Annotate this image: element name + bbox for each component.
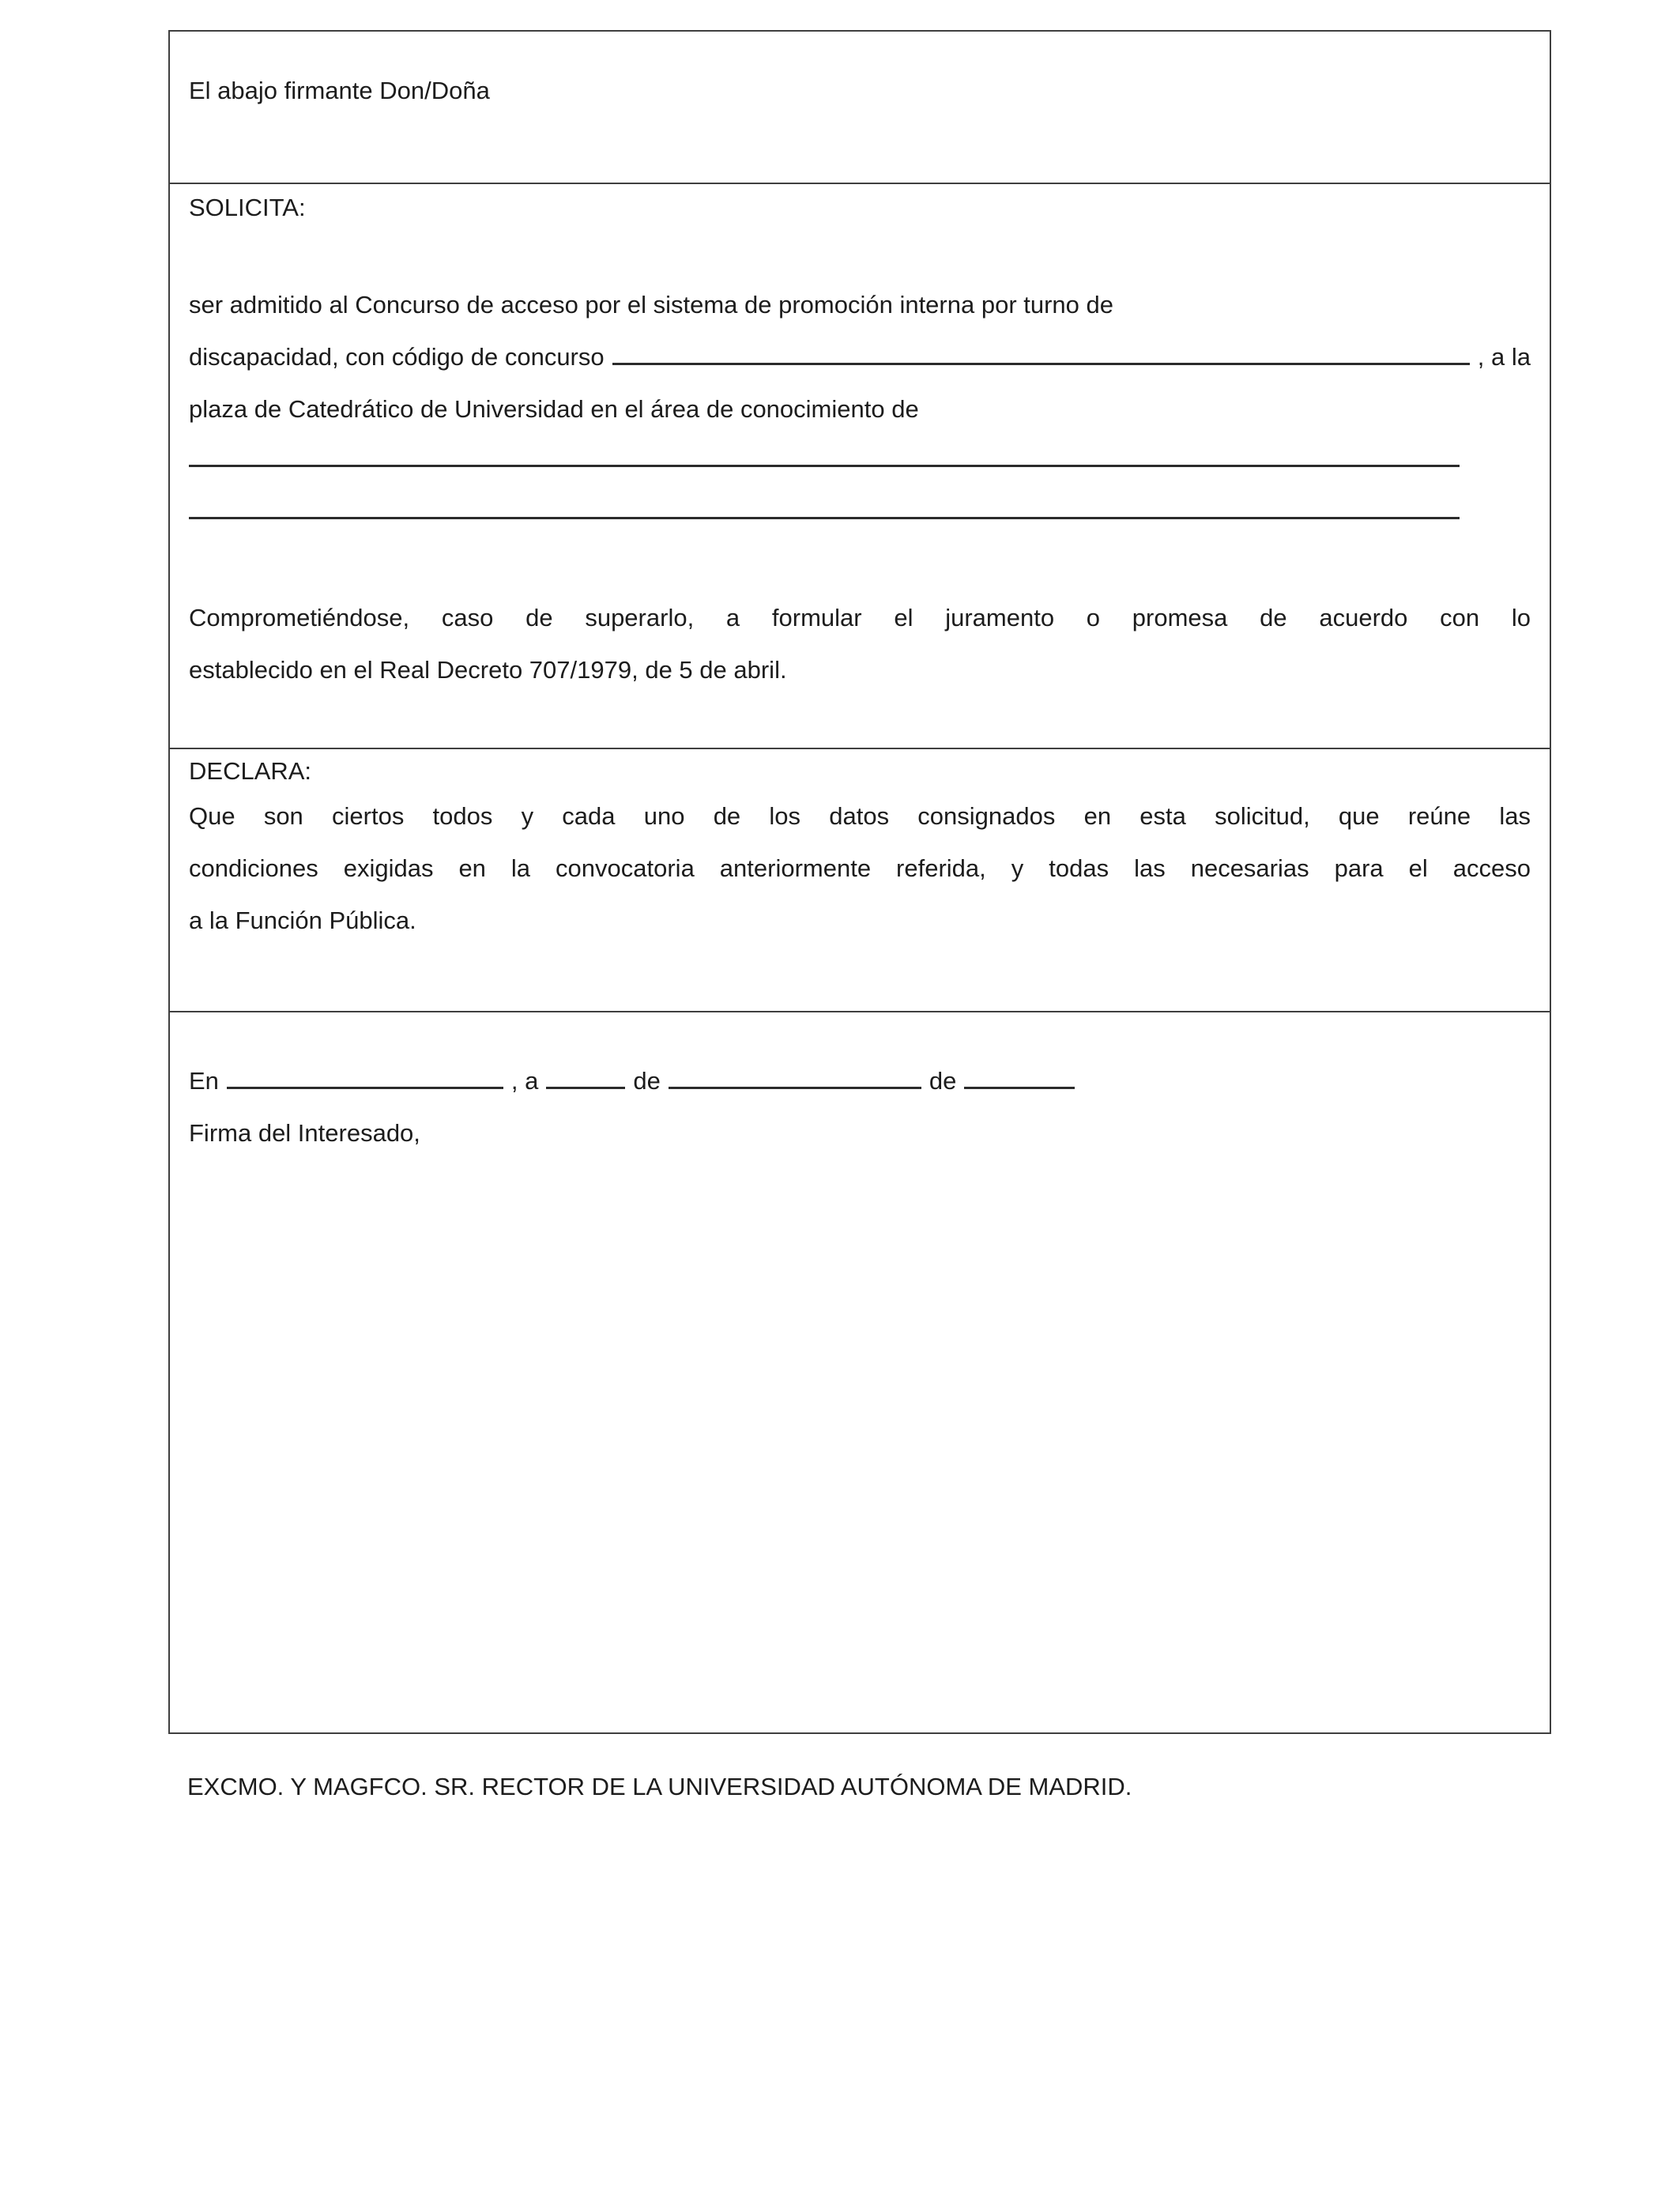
signature-section: [168, 1011, 1551, 1734]
place-blank-field: [227, 1056, 503, 1089]
en-label: En: [189, 1067, 219, 1095]
declaration-line-2: condiciones exigidas en la convocatoria anteriormente referida, y todas las necesarias para el acceso: [189, 854, 1531, 882]
comma-a-label: , a: [510, 1067, 539, 1095]
declara-heading: DECLARA:: [189, 757, 312, 785]
solicita-section: [168, 183, 1551, 749]
declaration-line-3: a la Función Pública.: [189, 907, 416, 934]
declaration-line-1: Que son ciertos todos y cada uno de los datos consignados en esta solicitud, que reúne las: [189, 802, 1531, 830]
day-blank-field: [546, 1056, 625, 1089]
application-form: [168, 30, 1551, 1734]
blank-underline: [189, 435, 1460, 467]
codigo-concurso-label: discapacidad, con código de concurso: [189, 343, 605, 371]
date-place-line: [189, 1055, 1531, 1107]
commitment-line-2: establecido en el Real Decreto 707/1979, de 5 de abril.: [189, 656, 787, 684]
commitment-paragraph: [189, 592, 1531, 696]
month-blank-field: [669, 1056, 921, 1089]
commitment-line-1: Comprometiéndose, caso de superarlo, a formular el juramento o promesa de acuerdo con lo: [189, 604, 1531, 631]
blank-underline: [189, 488, 1460, 519]
request-paragraph: [189, 279, 1531, 540]
area-conocimiento-blank-2: [189, 488, 1531, 540]
request-line-1: ser admitido al Concurso de acceso por el sistema de promoción interna por turno de: [189, 291, 1114, 319]
year-blank-field: [964, 1056, 1075, 1089]
a-la-plaza-label: , a la: [1477, 343, 1531, 371]
de-year-label: de: [929, 1067, 957, 1095]
signer-section: [168, 30, 1551, 184]
signer-statement: El abajo firmante Don/Doña: [189, 77, 490, 104]
codigo-concurso-blank-field: [612, 332, 1470, 365]
solicita-heading: SOLICITA:: [189, 194, 306, 221]
request-line-2: [189, 331, 1531, 383]
area-conocimiento-blank-1: [189, 435, 1531, 488]
de-month-label: de: [633, 1067, 661, 1095]
signature-space: [189, 1159, 1531, 1634]
request-line-3: plaza de Catedrático de Universidad en el área de conocimiento de: [189, 395, 919, 423]
firma-interesado-label: Firma del Interesado,: [189, 1119, 420, 1147]
addressee-line: EXCMO. Y MAGFCO. SR. RECTOR DE LA UNIVERSIDAD AUTÓNOMA DE MADRID.: [187, 1773, 1132, 1800]
declara-section: [168, 748, 1551, 1012]
